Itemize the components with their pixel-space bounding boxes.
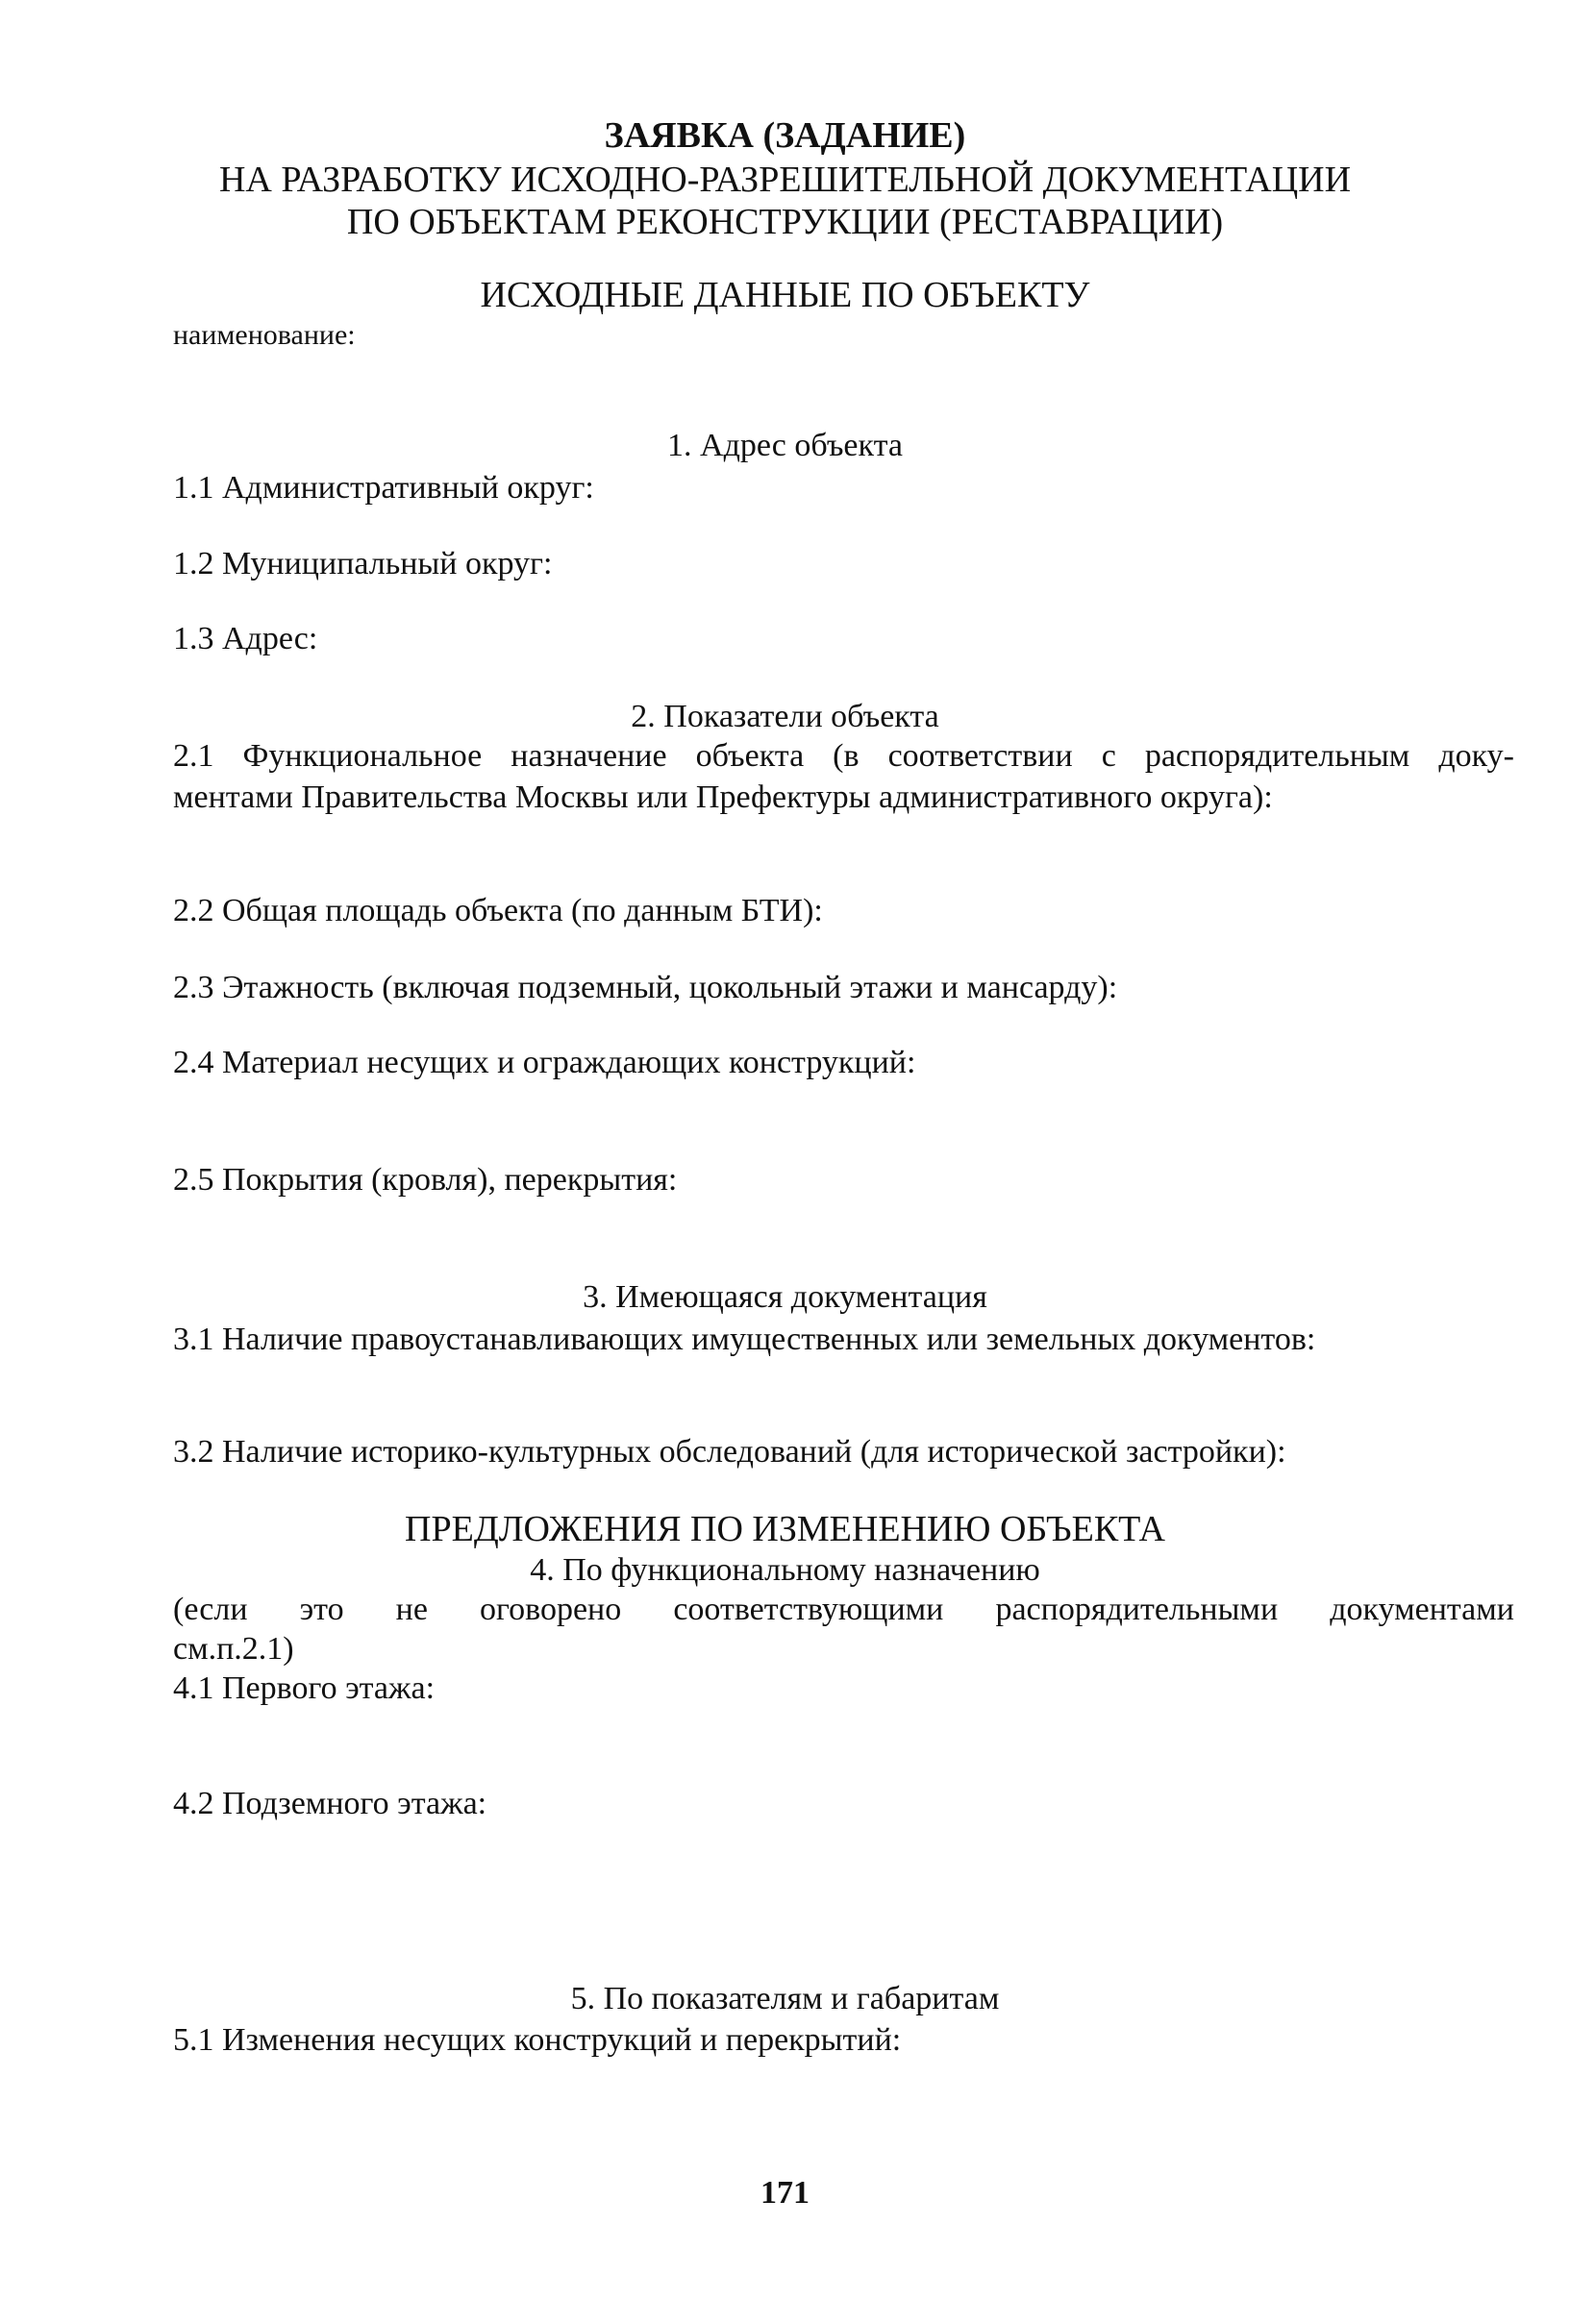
item-2-4: 2.4 Материал несущих и ограждающих конструкций: [173, 1045, 916, 1080]
item-3-1: 3.1 Наличие правоустанавливающих имущественных или земельных документов: [173, 1322, 1316, 1357]
section-4-note-line-1: (если это не оговорено соответствующими распорядительными документами [173, 1592, 1514, 1627]
section-1-heading: 1. Адрес объекта [667, 428, 903, 463]
section-4-note-line-2: см.п.2.1) [173, 1631, 294, 1667]
page-subtitle-line-2: ПО ОБЪЕКТАМ РЕКОНСТРУКЦИИ (РЕСТАВРАЦИИ) [346, 202, 1224, 242]
object-name-label: наименование: [173, 319, 356, 351]
section-3-heading: 3. Имеющаяся документация [583, 1279, 987, 1315]
item-1-1: 1.1 Административный округ: [173, 470, 594, 506]
item-2-3: 2.3 Этажность (включая подземный, цокольный этажи и мансарду): [173, 970, 1118, 1005]
proposals-heading: ПРЕДЛОЖЕНИЯ ПО ИЗМЕНЕНИЮ ОБЪЕКТА [405, 1509, 1165, 1549]
page-number: 171 [760, 2175, 810, 2211]
page-title: ЗАЯВКА (ЗАДАНИЕ) [604, 115, 966, 156]
section-2-heading: 2. Показатели объекта [631, 699, 939, 734]
initial-data-heading: ИСХОДНЫЕ ДАННЫЕ ПО ОБЪЕКТУ [480, 275, 1090, 315]
page-subtitle-line-1: НА РАЗРАБОТКУ ИСХОДНО-РАЗРЕШИТЕЛЬНОЙ ДОКУМЕНТАЦИИ [218, 160, 1352, 200]
section-4-heading: 4. По функциональному назначению [530, 1552, 1040, 1588]
item-4-1: 4.1 Первого этажа: [173, 1670, 436, 1706]
item-4-2: 4.2 Подземного этажа: [173, 1786, 487, 1821]
item-2-2: 2.2 Общая площадь объекта (по данным БТИ): [173, 893, 823, 928]
item-2-1-line-1: 2.1 Функциональное назначение объекта (в соответствии с распорядительным доку- [173, 738, 1514, 774]
item-5-1: 5.1 Изменения несущих конструкций и перекрытий: [173, 2022, 902, 2058]
section-5-heading: 5. По показателям и габаритам [570, 1981, 1000, 2016]
item-2-5: 2.5 Покрытия (кровля), перекрытия: [173, 1162, 678, 1198]
item-2-1-line-2: ментами Правительства Москвы или Префектуры административного округа): [173, 779, 1273, 815]
item-1-2: 1.2 Муниципальный округ: [173, 546, 553, 581]
item-3-2: 3.2 Наличие историко-культурных обследований (для исторической застройки): [173, 1434, 1286, 1470]
item-1-3: 1.3 Адрес: [173, 621, 318, 656]
